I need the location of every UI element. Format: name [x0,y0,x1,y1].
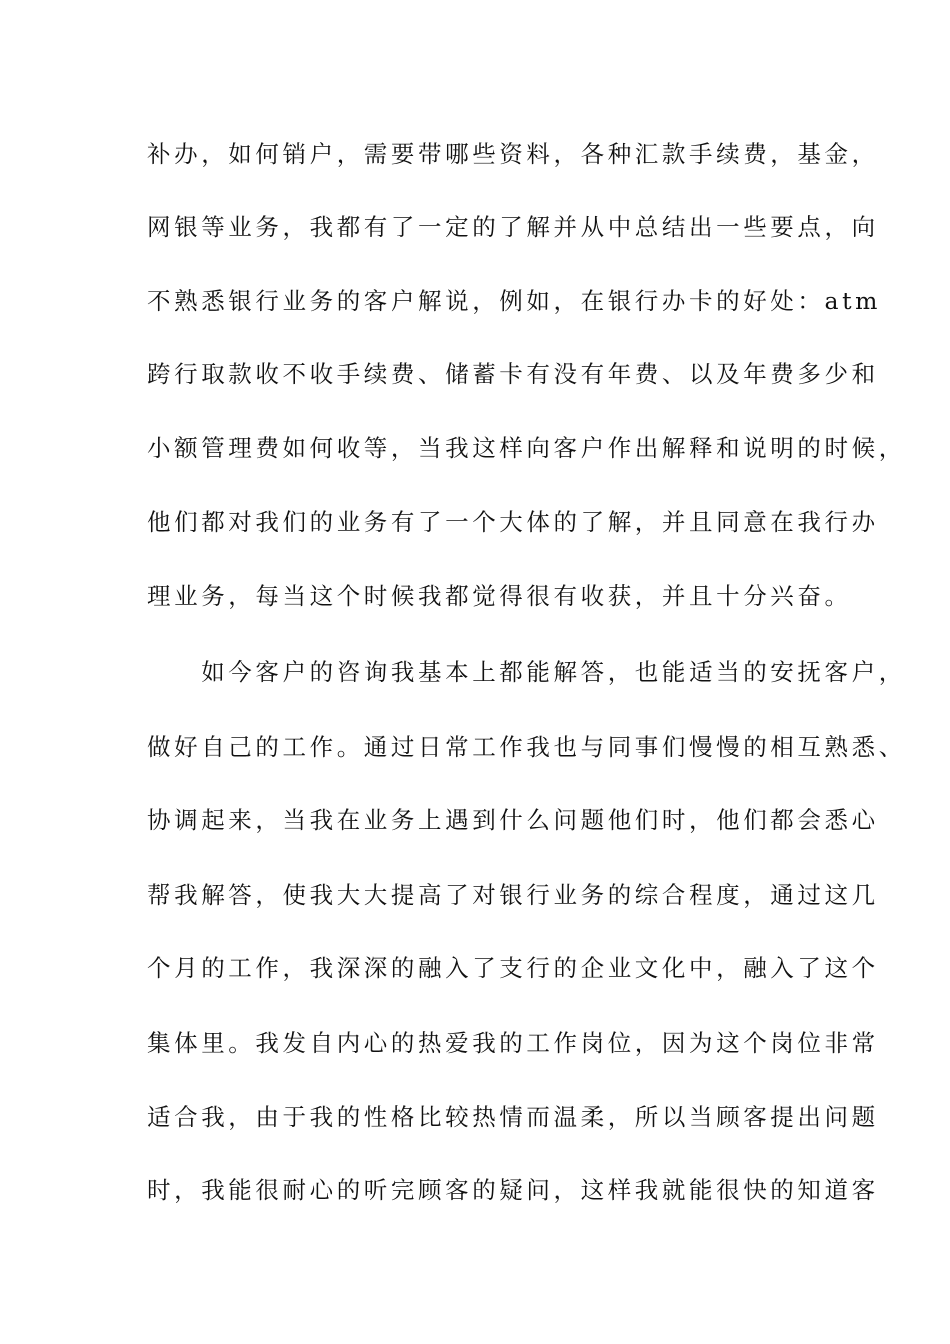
text-line: 时，我能很耐心的听完顾客的疑问，这样我就能很快的知道客 [147,1176,879,1204]
text-line: 做好自己的工作。通过日常工作我也与同事们慢慢的相互熟悉、 [147,733,906,761]
text-line: 个月的工作，我深深的融入了支行的企业文化中，融入了这个 [147,954,879,982]
text-line: 小额管理费如何收等，当我这样向客户作出解释和说明的时候， [147,434,906,462]
text-line: 网银等业务，我都有了一定的了解并从中总结出一些要点，向 [147,213,879,241]
paragraph-start-line: 如今客户的咨询我基本上都能解答，也能适当的安抚客户， [147,658,906,686]
text-line: 协调起来，当我在业务上遇到什么问题他们时，他们都会悉心 [147,806,879,834]
text-line: 适合我，由于我的性格比较热情而温柔，所以当顾客提出问题 [147,1103,879,1131]
text-line: 补办，如何销户，需要带哪些资料，各种汇款手续费，基金， [147,140,879,168]
text-line: 不熟悉银行业务的客户解说，例如，在银行办卡的好处：atm [147,287,882,315]
text-line: 帮我解答，使我大大提高了对银行业务的综合程度，通过这几 [147,881,879,909]
text-line: 他们都对我们的业务有了一个大体的了解，并且同意在我行办 [147,508,879,536]
text-line: 跨行取款收不收手续费、储蓄卡有没有年费、以及年费多少和 [147,360,879,388]
text-line: 理业务，每当这个时候我都觉得很有收获，并且十分兴奋。 [147,582,852,610]
text-line: 集体里。我发自内心的热爱我的工作岗位，因为这个岗位非常 [147,1029,879,1057]
